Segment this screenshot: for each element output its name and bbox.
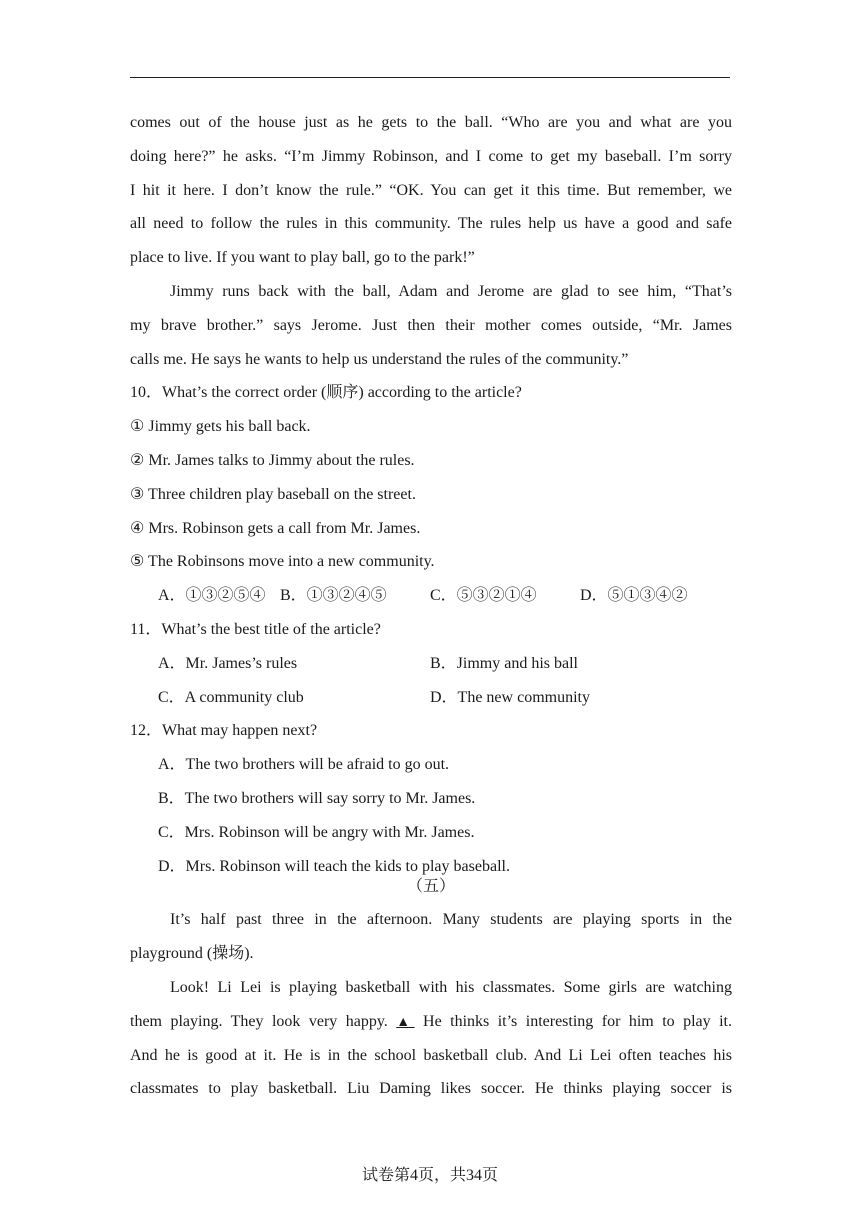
text-line: I hit it here. I don’t know the rule.” “OK. You can get it this time. But remember, we (130, 181, 732, 199)
text-segment: them playing. They look very happy. (130, 1012, 397, 1030)
option-c: C．A community club (158, 688, 304, 706)
event-item: ② Mr. James talks to Jimmy about the rules. (130, 451, 415, 469)
text-line: Look! Li Lei is playing basketball with his classmates. Some girls are watching (170, 978, 732, 996)
event-item: ① Jimmy gets his ball back. (130, 418, 311, 436)
option-b: B．Jimmy and his ball (430, 654, 579, 672)
option-a: A．①③②⑤④ (158, 587, 266, 605)
question-10-options (130, 579, 732, 613)
question-11-options-row2 (130, 681, 732, 715)
option-b: B．①③②④⑤ (280, 587, 387, 605)
option-a: A．Mr. James’s rules (158, 654, 298, 672)
option-d: D．⑤①③④② (580, 587, 688, 605)
option-d: D．Mrs. Robinson will teach the kids to play baseball. (158, 857, 510, 875)
text-line: comes out of the house just as he gets to the ball. “Who are you and what are you (130, 114, 732, 131)
page-content (130, 106, 732, 1106)
text-line: all need to follow the rules in this community. The rules help us have a good and safe (130, 215, 732, 233)
question-11-options-row1 (130, 647, 732, 681)
option-c: C．Mrs. Robinson will be angry with Mr. James. (158, 823, 475, 841)
text-line: Jimmy runs back with the ball, Adam and Jerome are glad to see him, “That’s (170, 282, 732, 300)
section-heading: （五） (406, 878, 455, 896)
question-12-stem: 12．What may happen next? (130, 722, 318, 740)
page-footer: 试卷第4页，共34页 (361, 1167, 498, 1184)
option-a: A．The two brothers will be afraid to go out. (158, 756, 450, 774)
option-b: B．The two brothers will say sorry to Mr. James. (158, 789, 476, 807)
text-line: calls me. He says he wants to help us understand the rules of the community.” (130, 350, 629, 368)
event-item: ⑤ The Robinsons move into a new community. (130, 553, 435, 571)
header-rule (130, 77, 730, 78)
event-item: ④ Mrs. Robinson gets a call from Mr. James. (130, 519, 421, 537)
option-d: D．The new community (430, 688, 590, 706)
text-line: doing here?” he asks. “I’m Jimmy Robinson, and I come to get my baseball. I’m sorry (130, 147, 732, 165)
question-11-stem: 11．What’s the best title of the article? (130, 620, 381, 638)
text-segment: He thinks it’s interesting for him to play it. (414, 1012, 732, 1030)
text-line (130, 1005, 732, 1039)
event-item: ③ Three children play baseball on the street. (130, 485, 416, 503)
text-line: It’s half past three in the afternoon. Many students are playing sports in the (170, 911, 732, 929)
text-line: And he is good at it. He is in the school basketball club. And Li Lei often teaches his (130, 1046, 732, 1064)
text-line: playground (操场). (130, 945, 254, 963)
text-line: my brave brother.” says Jerome. Just then their mother comes outside, “Mr. James (130, 316, 732, 334)
question-10-stem: 10．What’s the correct order (顺序) according to the article? (130, 384, 522, 402)
blank-marker: ▲ (396, 1014, 415, 1030)
option-c: C．⑤③②①④ (430, 587, 537, 605)
text-line: classmates to play basketball. Liu Daming likes soccer. He thinks playing soccer is (130, 1080, 732, 1098)
text-line: place to live. If you want to play ball, go to the park!” (130, 249, 475, 267)
